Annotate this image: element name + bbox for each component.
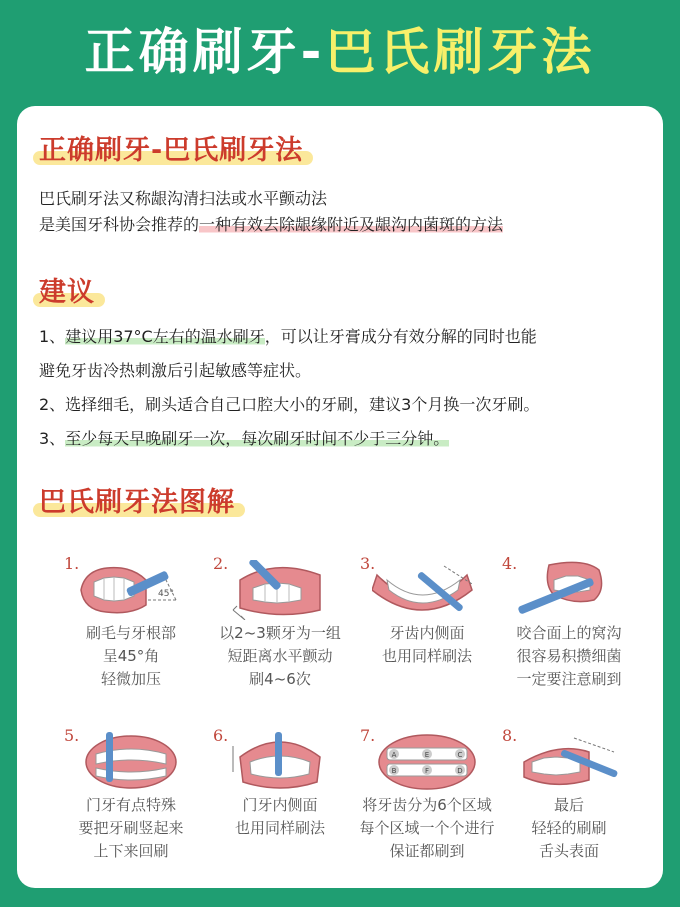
front-teeth-vertical-illustration (76, 732, 186, 792)
six-zones-illustration (372, 732, 482, 792)
content-card (17, 106, 663, 888)
section1-heading-wrap (39, 128, 303, 167)
angle-label: 45° (158, 589, 174, 599)
svg-text:C: C (457, 751, 463, 759)
tongue-brushing-illustration (514, 732, 624, 792)
svg-text:D: D (457, 767, 463, 775)
step-5-caption: 门牙有点特殊 要把牙刷竖起来 上下来回刷 (78, 796, 184, 860)
section1-line2 (39, 212, 503, 238)
step-2-caption: 以2~3颗牙为一组 短距离水平颤动 刷4~6次 (219, 624, 341, 688)
step-3-number: 3. (360, 554, 376, 573)
inner-surface-illustration (372, 560, 482, 620)
advice-item-2: 2、选择细毛，刷头适合自己口腔大小的牙刷，建议3个月换一次牙刷。 (39, 395, 540, 414)
svg-text:A: A (391, 751, 397, 759)
page-title-part2: 巴氏刷牙法 (325, 23, 596, 81)
step-6-number: 6. (213, 726, 229, 745)
step-1-number: 1. (64, 554, 80, 573)
step-7-caption: 将牙齿分为6个区域 每个区域一个个进行 保证都刷到 (359, 796, 495, 860)
brushing-angle-illustration (76, 560, 186, 620)
step-4-number: 4. (502, 554, 518, 573)
section3-heading-wrap (39, 480, 235, 519)
section1-line1: 巴氏刷牙法又称龈沟清扫法或水平颤动法 (39, 189, 328, 208)
page-title (0, 12, 680, 92)
front-inner-illustration (225, 732, 335, 792)
step-8-caption: 最后 轻轻的刷刷 舌头表面 (531, 796, 607, 860)
page-title-part1: 正确刷牙- (84, 23, 326, 81)
section1-line2-highlight: 一种有效去除龈缘附近及龈沟内菌斑的方法 (199, 215, 504, 234)
section3-heading: 巴氏刷牙法图解 (39, 487, 235, 518)
svg-text:F: F (424, 767, 430, 775)
step-1-caption: 刷毛与牙根部 呈45°角 轻微加压 (85, 624, 176, 688)
section2-heading-wrap (39, 270, 95, 309)
svg-text:E: E (424, 751, 430, 759)
step-4-caption: 咬合面上的窝沟 很容易积攒细菌 一定要注意刷到 (516, 624, 622, 688)
svg-text:B: B (391, 767, 397, 775)
section1-heading: 正确刷牙-巴氏刷牙法 (39, 135, 304, 166)
advice-item-1: 1、建议用37°C左右的温水刷牙，可以让牙膏成分有效分解的同时也能 (39, 327, 537, 346)
section2-heading: 建议 (39, 277, 95, 308)
step-7-number: 7. (360, 726, 376, 745)
section1-line2-prefix: 是美国牙科协会推荐的 (39, 215, 200, 234)
advice-item-1-cont: 避免牙齿冷热刺激后引起敏感等症状。 (39, 361, 312, 380)
step-3-caption: 牙齿内侧面 也用同样刷法 (381, 624, 472, 665)
advice-item-3: 3、至少每天早晚刷牙一次，每次刷牙时间不少于三分钟。 (39, 429, 450, 448)
step-6-caption: 门牙内侧面 也用同样刷法 (234, 796, 325, 837)
occlusal-surface-illustration (514, 560, 624, 620)
step-8-number: 8. (502, 726, 518, 745)
step-5-number: 5. (64, 726, 80, 745)
step-2-number: 2. (213, 554, 229, 573)
horizontal-vibration-illustration (225, 560, 335, 620)
